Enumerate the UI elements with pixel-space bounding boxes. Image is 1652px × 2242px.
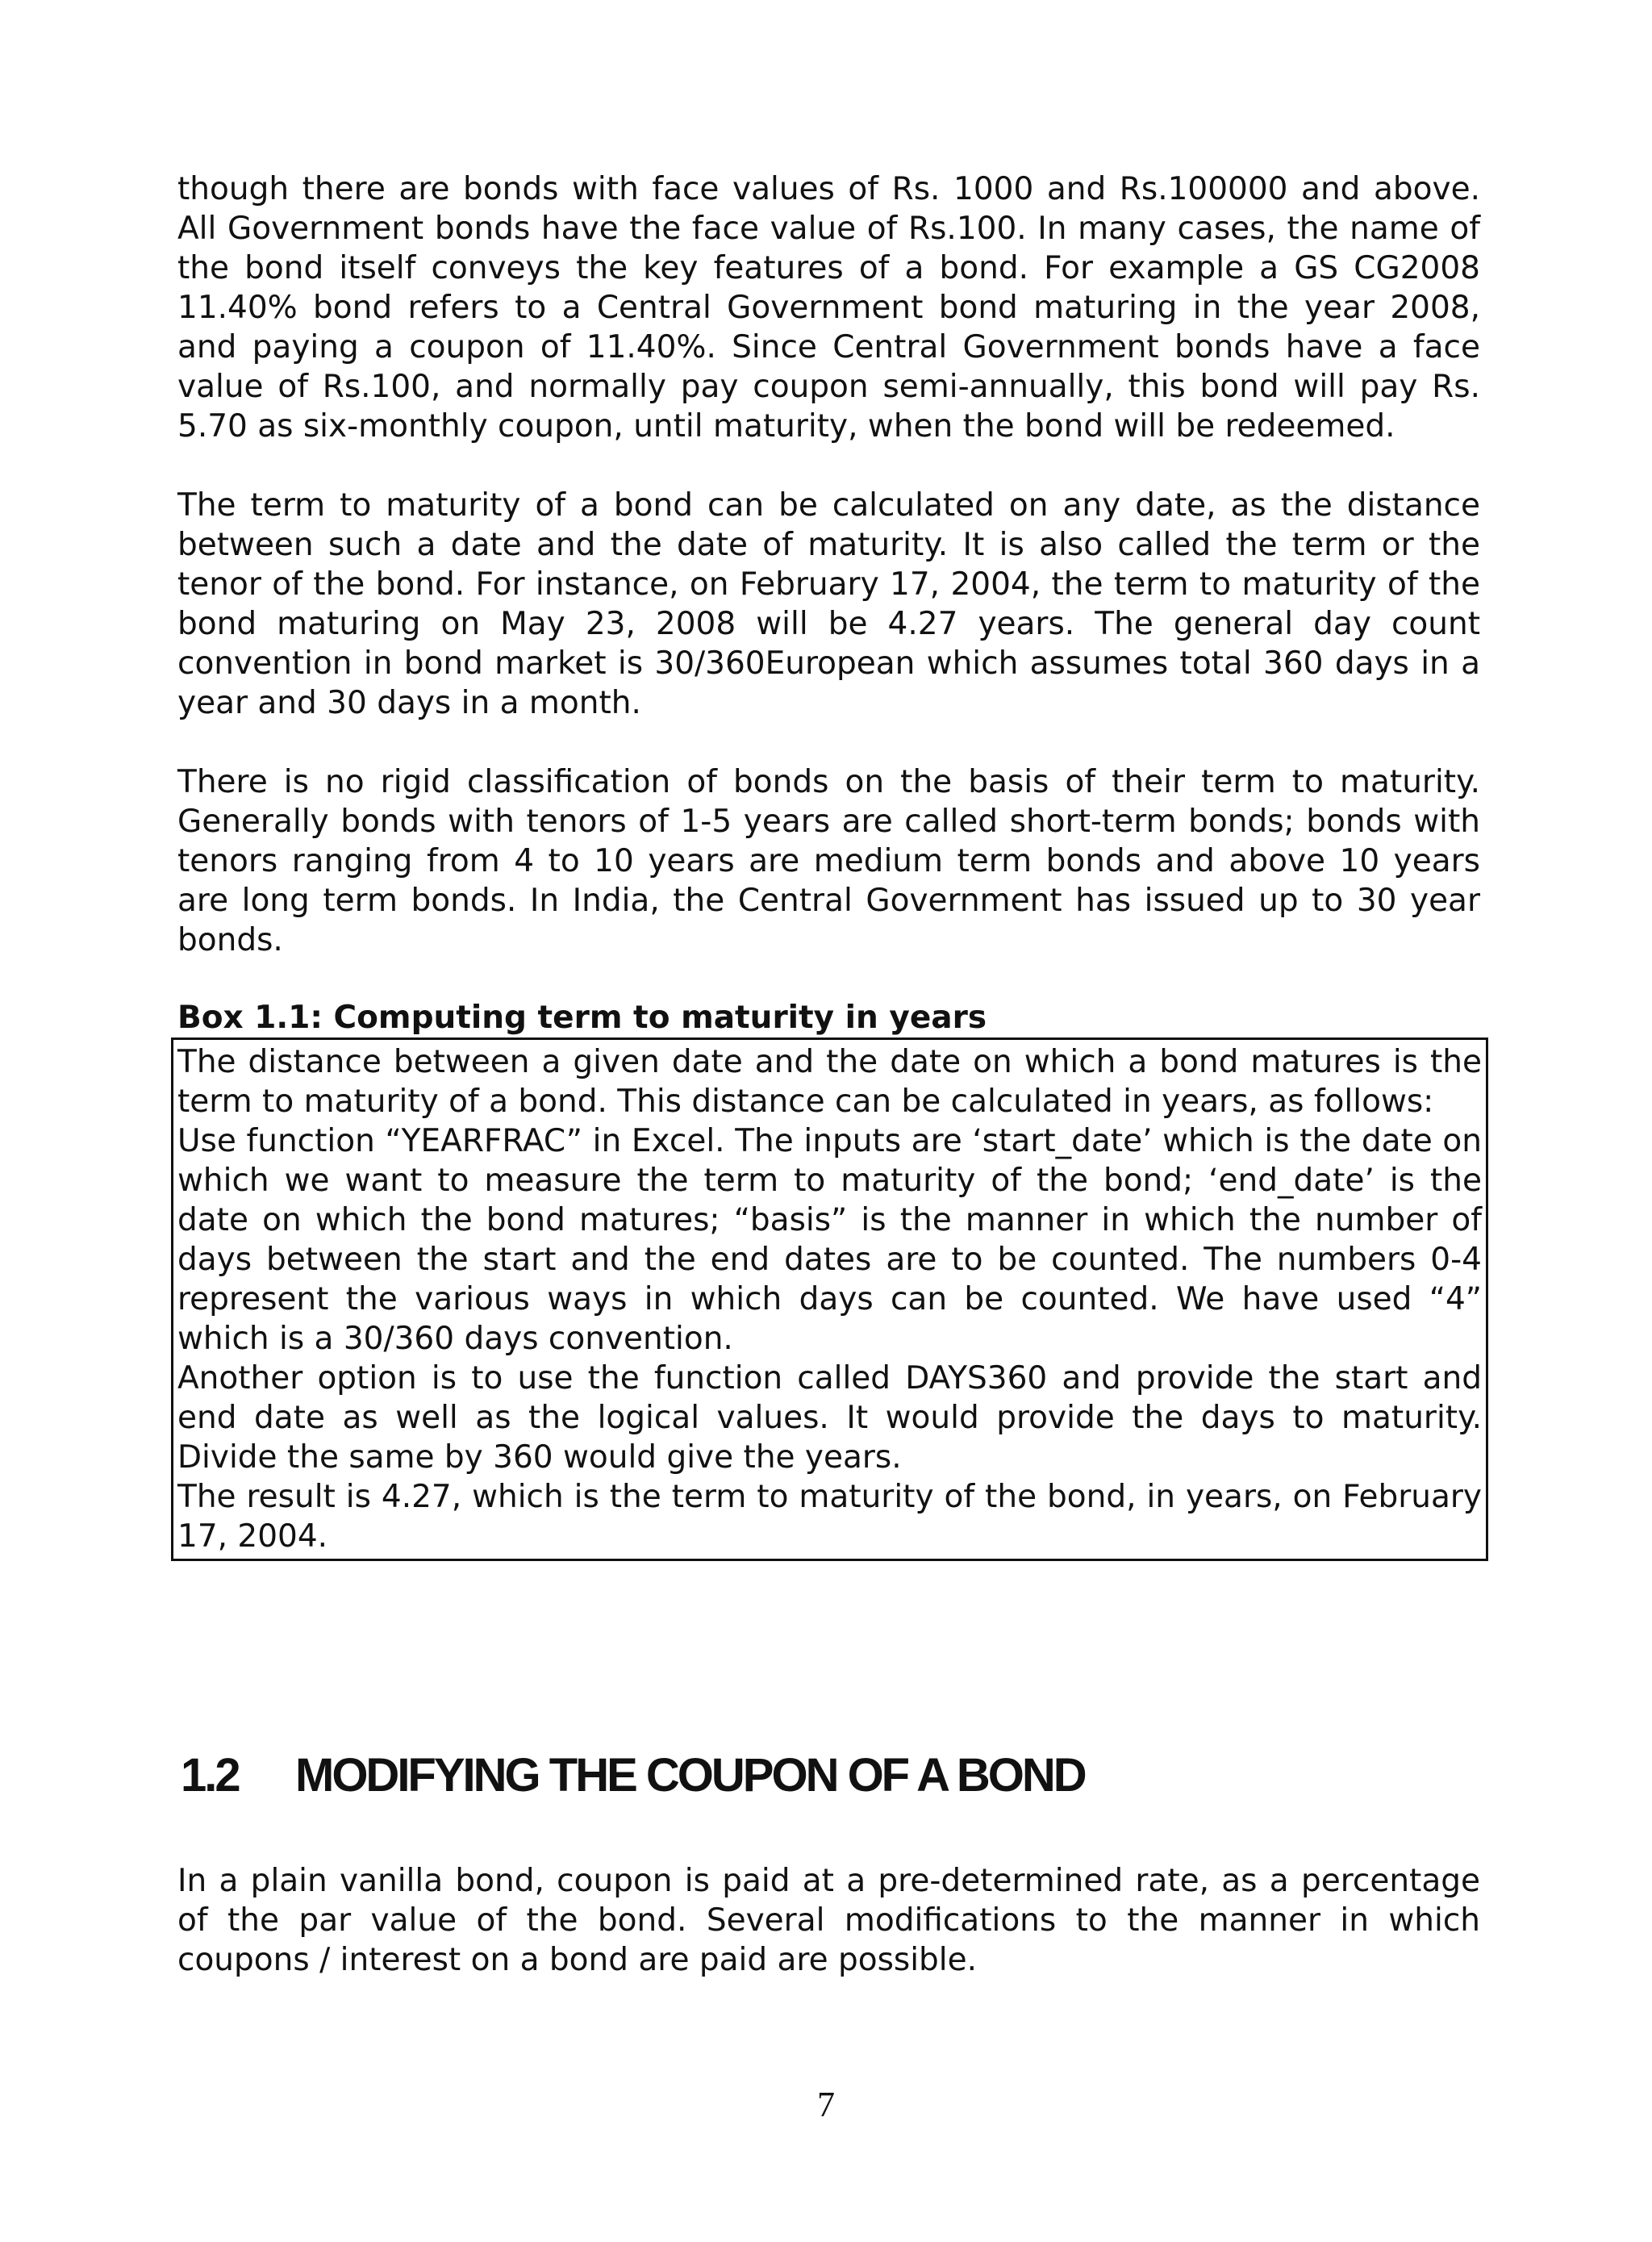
section-number: 1.2: [181, 1749, 239, 1802]
body-paragraph-term-to-maturity: The term to maturity of a bond can be calculated on any date, as the distance between such a date and the date of maturity. It is also called the term or the tenor of the bond. For instance, on February 17, 2004, the term to maturity of the bond maturing on May 23, 2008 will be 4.27 years. The general day count convention in bond market is 30/360European which assumes total 360 days in a year and 30 days in a month.: [177, 487, 1480, 721]
section-paragraph: In a plain vanilla bond, coupon is paid at a pre-determined rate, as a percentage of the par value of the bond. Several modifications to the manner in which coupons / interest on a bond are paid are possible.: [177, 1863, 1480, 1978]
box-paragraph-days360: Another option is to use the function called DAYS360 and provide the start and end date as well as the logical values. It would provide the days to maturity. Divide the same by 360 would give the years.: [177, 1360, 1482, 1476]
box-paragraph-definition: The distance between a given date and the date on which a bond matures is the term to maturity of a bond. This distance can be calculated in years, as follows:: [177, 1044, 1482, 1120]
box-title: Box 1.1: Computing term to maturity in years: [177, 1000, 987, 1036]
body-paragraph-face-value: though there are bonds with face values of Rs. 1000 and Rs.100000 and above. All Government bonds have the face value of Rs.100. In many cases, the name of the bond itself conveys the key features of a bond. For example a GS CG2008 11.40% bond refers to a Central Government bond maturing in the year 2008, and paying a coupon of 11.40%. Since Central Government bonds have a face value of Rs.100, and normally pay coupon semi-annually, this bond will pay Rs. 5.70 as six-monthly coupon, until maturity, when the bond will be redeemed.: [177, 171, 1480, 445]
section-title: MODIFYING THE COUPON OF A BOND: [295, 1749, 1085, 1802]
page-number: 7: [817, 2085, 835, 2124]
box-paragraph-result: The result is 4.27, which is the term to maturity of the bond, in years, on February 17, 2004.: [177, 1479, 1482, 1555]
body-paragraph-classification: There is no rigid classification of bonds on the basis of their term to maturity. Generally bonds with tenors of 1-5 years are called short-term bonds; bonds with tenors ranging from 4 to 10 years are medium term bonds and above 10 years are long term bonds. In India, the Central Government has issued up to 30 year bonds.: [177, 764, 1480, 958]
page-body: [177, 169, 1480, 1561]
box-paragraph-yearfrac: Use function “YEARFRAC” in Excel. The inputs are ‘start_date’ which is the date on which we want to measure the term to maturity of the bond; ‘end_date’ is the date on which the bond matures; “basis” is the manner in which the number of days between the start and the end dates are to be counted. The numbers 0-4 represent the various ways in which days can be counted. We have used “4” which is a 30/360 days convention.: [177, 1123, 1482, 1357]
section-heading: [181, 1747, 1085, 1805]
info-box: [171, 1037, 1488, 1561]
